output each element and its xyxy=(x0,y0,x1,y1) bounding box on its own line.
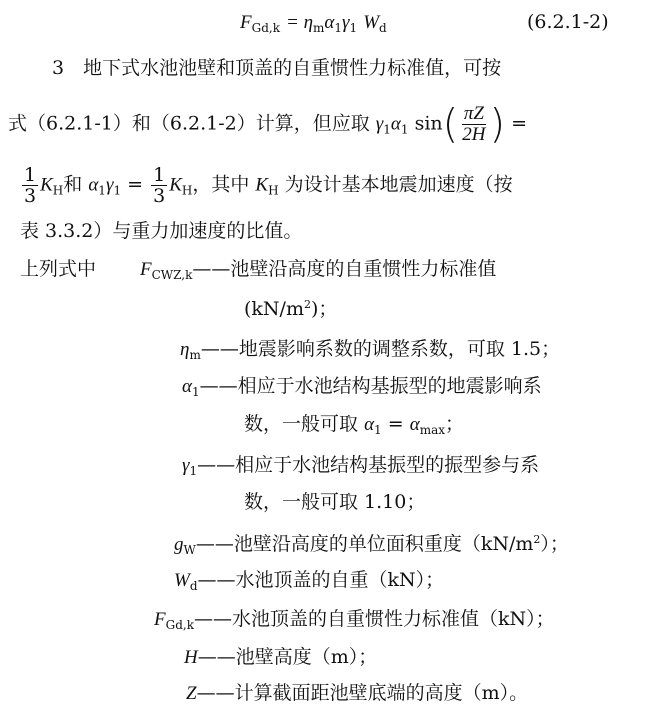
equation-number: (6.2.1-2) xyxy=(527,11,609,33)
def-g-w: $g_W——$池壁沿高度的单位面积重度$(kN/m^2)$； xyxy=(174,533,569,557)
para3-line4: 表 3.3.2）与重力加速度的比值。 xyxy=(20,220,303,242)
left-paren: ( xyxy=(442,101,459,148)
def-f-cwzk: $F_{CWZ,k}——$池壁沿高度的自重惯性力标准值 xyxy=(140,258,497,282)
def-h: H——池壁高度（m）； xyxy=(184,646,378,668)
para3-line2: 式（6.2.1-1）和（6.2.1-2）计算，但应取 $\gamma_1\alpha_1$ sin( $\frac{\pi Z}{2H}$ ) = xyxy=(8,101,528,148)
def-alpha-1: $\alpha_1——$相应于水池结构基振型的地震影响系 xyxy=(182,375,542,399)
def-gamma-1-cont: 数，一般可取 1.10； xyxy=(244,491,426,513)
def-alpha-1-cont: 数，一般可取 $\alpha_1 = \alpha_{max}$； xyxy=(244,413,465,437)
def-f-gdk: $F_{Gd,k}——$水池顶盖的自重惯性力标准值（kN）； xyxy=(154,608,555,632)
def-f-cwzk-cont: $(kN/m^2)$； xyxy=(244,298,338,320)
fraction-piZ-2H: $\frac{\pi Z}{2H}$ xyxy=(462,103,486,145)
definitions-intro: 上列式中 xyxy=(20,258,97,280)
para3-line1: 3 地下式水池池壁和顶盖的自重惯性力标准值，可按 xyxy=(52,57,502,79)
fraction-one-third: $\frac{1}{3}$ xyxy=(24,164,37,207)
def-gamma-1: $\gamma_1——$相应于水池结构基振型的振型参与系 xyxy=(182,454,540,478)
def-w-d: $W_d——$水池顶盖的自重（kN）； xyxy=(174,569,445,593)
right-paren: ) xyxy=(489,101,506,148)
para3-line3: $\frac{1}{3}$ $K_H$和 $\alpha_1\gamma_1$ = $\frac{1}{3}$ $K_H$，其中 $K_H$ 为设计基本地震加速度（按 xyxy=(24,164,513,207)
def-eta-m: $\eta_m——$地震影响系数的调整系数，可取 1.5； xyxy=(180,338,561,362)
equation-6-2-1-2: $F_{Gd,k} = \eta_m\alpha_1\gamma_1$ $W_d$ xyxy=(240,12,387,35)
fraction-one-third-2: $\frac{1}{3}$ xyxy=(153,164,166,207)
def-z: Z——计算截面距池壁底端的高度（m）。 xyxy=(186,682,529,704)
